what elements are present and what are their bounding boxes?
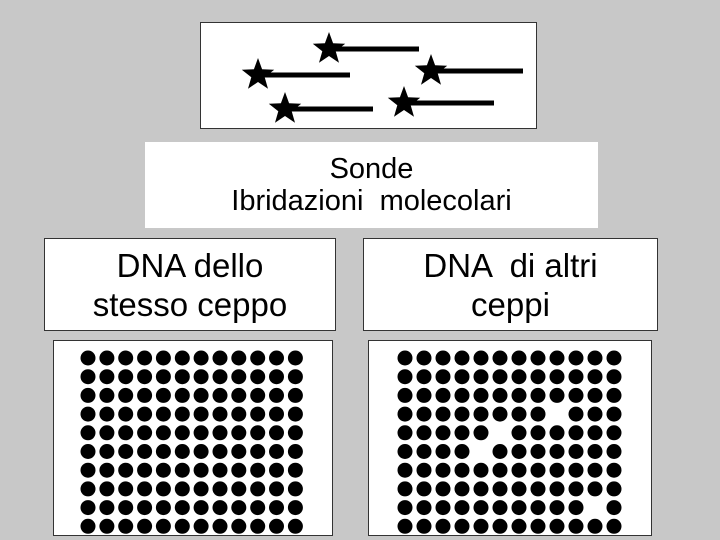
probe-star-icon — [388, 86, 420, 117]
label-other-strains-line-1: DNA di altri — [423, 246, 598, 284]
hybridization-dot — [81, 463, 96, 478]
hybridization-dot — [194, 519, 209, 534]
hybridization-dot — [588, 351, 603, 366]
hybridization-dot — [569, 351, 584, 366]
hybridization-dot — [231, 481, 246, 496]
hybridization-dot — [288, 519, 303, 534]
hybridization-dot — [588, 425, 603, 440]
hybridization-dot — [398, 481, 413, 496]
hybridization-dot — [175, 500, 190, 515]
hybridization-dot — [288, 481, 303, 496]
hybridization-dot — [99, 444, 114, 459]
hybridization-dot — [231, 425, 246, 440]
hybridization-dot — [156, 463, 171, 478]
hybridization-dot — [493, 500, 508, 515]
hybridization-dot — [99, 369, 114, 384]
hybridization-dot — [531, 369, 546, 384]
hybridization-dot — [417, 369, 432, 384]
hybridization-dot — [231, 369, 246, 384]
hybridization-dot — [398, 519, 413, 534]
hybridization-dot — [250, 351, 265, 366]
hybridization-dot — [417, 481, 432, 496]
hybridization-dot — [156, 388, 171, 403]
hybridization-dot — [588, 407, 603, 422]
hybridization-dot — [455, 388, 470, 403]
hybridization-dot — [436, 407, 451, 422]
hybridization-dot — [288, 463, 303, 478]
hybridization-dot — [398, 444, 413, 459]
hybridization-dot — [213, 519, 228, 534]
hybridization-dot — [175, 369, 190, 384]
hybridization-dot — [455, 407, 470, 422]
hybridization-dot — [398, 388, 413, 403]
hybridization-dot — [137, 500, 152, 515]
hybridization-dot — [137, 369, 152, 384]
hybridization-dot — [398, 407, 413, 422]
hybridization-dot — [474, 481, 489, 496]
hybridization-dot — [436, 351, 451, 366]
hybridization-dot — [512, 463, 527, 478]
hybridization-dot — [474, 519, 489, 534]
hybridization-dot — [231, 519, 246, 534]
hybridization-dot — [137, 388, 152, 403]
hybridization-dot — [493, 463, 508, 478]
hybridization-dot — [436, 481, 451, 496]
hybridization-dot — [550, 425, 565, 440]
hybridization-dot — [436, 425, 451, 440]
hybridization-dot — [550, 481, 565, 496]
hybridization-dot — [156, 444, 171, 459]
hybridization-dot — [269, 519, 284, 534]
hybridization-dot — [288, 500, 303, 515]
hybridization-dot — [156, 369, 171, 384]
dot-grid-same-strain — [53, 340, 333, 536]
hybridization-dot — [269, 463, 284, 478]
hybridization-dot — [493, 481, 508, 496]
hybridization-dot — [118, 463, 133, 478]
label-same-strain-line-1: DNA dello — [116, 246, 264, 284]
hybridization-dot — [417, 388, 432, 403]
hybridization-dot — [213, 388, 228, 403]
hybridization-dot — [436, 500, 451, 515]
hybridization-dot — [250, 444, 265, 459]
probe-star-icon — [269, 92, 301, 123]
hybridization-dot — [550, 388, 565, 403]
hybridization-dot — [213, 500, 228, 515]
hybridization-dot — [398, 351, 413, 366]
hybridization-dot — [81, 425, 96, 440]
hybridization-dot — [250, 519, 265, 534]
hybridization-dot — [550, 444, 565, 459]
hybridization-dot — [569, 519, 584, 534]
dot-grid-svg-right — [369, 341, 653, 537]
hybridization-dot — [175, 388, 190, 403]
hybridization-dot — [607, 481, 622, 496]
hybridization-dot — [81, 388, 96, 403]
hybridization-dot — [512, 519, 527, 534]
label-same-strain — [44, 238, 336, 331]
hybridization-dot — [588, 369, 603, 384]
hybridization-dot — [436, 388, 451, 403]
hybridization-dot — [474, 369, 489, 384]
hybridization-dot — [137, 407, 152, 422]
hybridization-dot — [607, 500, 622, 515]
hybridization-dot — [81, 407, 96, 422]
label-other-strains — [363, 238, 658, 331]
hybridization-dot — [531, 425, 546, 440]
hybridization-dot — [118, 369, 133, 384]
hybridization-dot — [569, 500, 584, 515]
hybridization-dot — [99, 500, 114, 515]
hybridization-dot — [550, 519, 565, 534]
hybridization-dot — [531, 388, 546, 403]
hybridization-dot — [417, 519, 432, 534]
hybridization-dot — [175, 519, 190, 534]
hybridization-dot — [474, 351, 489, 366]
hybridization-dot — [269, 444, 284, 459]
hybridization-dot — [81, 500, 96, 515]
hybridization-dot — [175, 463, 190, 478]
hybridization-dot — [81, 444, 96, 459]
hybridization-dot — [512, 388, 527, 403]
hybridization-dot — [474, 425, 489, 440]
hybridization-dot — [493, 388, 508, 403]
hybridization-dot — [231, 351, 246, 366]
hybridization-dot — [531, 407, 546, 422]
dot-grid-other-strains — [368, 340, 652, 536]
label-same-strain-line-2: stesso ceppo — [92, 285, 288, 323]
hybridization-dot — [607, 369, 622, 384]
hybridization-dot — [455, 500, 470, 515]
hybridization-dot — [493, 444, 508, 459]
hybridization-dot — [493, 407, 508, 422]
hybridization-dot — [550, 351, 565, 366]
title-line-1: Sonde — [329, 153, 414, 185]
probe-star-icon — [415, 54, 447, 85]
hybridization-dot — [99, 407, 114, 422]
hybridization-dot — [550, 369, 565, 384]
hybridization-dot — [118, 500, 133, 515]
hybridization-dot — [531, 351, 546, 366]
hybridization-dot — [250, 425, 265, 440]
hybridization-dot — [156, 519, 171, 534]
hybridization-dot — [288, 351, 303, 366]
hybridization-dot — [455, 369, 470, 384]
hybridization-dot — [194, 500, 209, 515]
hybridization-dot — [269, 425, 284, 440]
hybridization-dot — [118, 388, 133, 403]
probe-star-icon — [313, 32, 345, 63]
hybridization-dot — [81, 519, 96, 534]
hybridization-dot — [99, 481, 114, 496]
hybridization-dot — [269, 351, 284, 366]
hybridization-dot — [512, 351, 527, 366]
hybridization-dot — [512, 481, 527, 496]
hybridization-dot — [194, 351, 209, 366]
hybridization-dot — [213, 407, 228, 422]
hybridization-dot — [398, 463, 413, 478]
hybridization-dot — [474, 500, 489, 515]
hybridization-dot — [569, 444, 584, 459]
hybridization-dot — [493, 369, 508, 384]
hybridization-dot — [250, 388, 265, 403]
hybridization-dot — [455, 481, 470, 496]
hybridization-dot — [99, 425, 114, 440]
hybridization-dot — [531, 519, 546, 534]
hybridization-dot — [493, 351, 508, 366]
hybridization-dot — [455, 425, 470, 440]
hybridization-dot — [231, 407, 246, 422]
hybridization-dot — [213, 425, 228, 440]
hybridization-dot — [512, 444, 527, 459]
probe-star-icon — [242, 58, 274, 89]
hybridization-dot — [417, 407, 432, 422]
hybridization-dot — [569, 369, 584, 384]
hybridization-dot — [436, 519, 451, 534]
hybridization-dot — [455, 519, 470, 534]
hybridization-dot — [474, 463, 489, 478]
title-line-2: Ibridazioni molecolari — [231, 185, 512, 217]
hybridization-dot — [474, 388, 489, 403]
hybridization-dot — [531, 444, 546, 459]
hybridization-dot — [137, 444, 152, 459]
hybridization-dot — [137, 481, 152, 496]
hybridization-dot — [99, 463, 114, 478]
hybridization-dot — [588, 444, 603, 459]
hybridization-dot — [398, 369, 413, 384]
hybridization-dot — [569, 407, 584, 422]
hybridization-dot — [588, 388, 603, 403]
hybridization-dot — [436, 463, 451, 478]
hybridization-dot — [550, 463, 565, 478]
hybridization-dot — [156, 425, 171, 440]
hybridization-dot — [81, 369, 96, 384]
hybridization-dot — [493, 519, 508, 534]
hybridization-dot — [588, 481, 603, 496]
hybridization-dot — [194, 481, 209, 496]
hybridization-dot — [213, 463, 228, 478]
hybridization-dot — [288, 444, 303, 459]
hybridization-dot — [436, 444, 451, 459]
hybridization-dot — [194, 463, 209, 478]
hybridization-dot — [194, 369, 209, 384]
dot-grid-svg-left — [54, 341, 334, 537]
hybridization-dot — [118, 407, 133, 422]
hybridization-dot — [607, 519, 622, 534]
hybridization-dot — [194, 407, 209, 422]
hybridization-dot — [436, 369, 451, 384]
hybridization-dot — [398, 425, 413, 440]
hybridization-dot — [156, 481, 171, 496]
hybridization-dot — [81, 351, 96, 366]
hybridization-dot — [99, 519, 114, 534]
hybridization-dot — [81, 481, 96, 496]
title-panel — [145, 142, 598, 228]
hybridization-dot — [137, 351, 152, 366]
hybridization-dot — [250, 407, 265, 422]
hybridization-dot — [137, 519, 152, 534]
hybridization-dot — [99, 351, 114, 366]
hybridization-dot — [531, 463, 546, 478]
hybridization-dot — [137, 463, 152, 478]
hybridization-dot — [588, 519, 603, 534]
hybridization-dot — [231, 500, 246, 515]
probe-illustration — [200, 22, 537, 129]
hybridization-dot — [250, 369, 265, 384]
hybridization-dot — [156, 351, 171, 366]
hybridization-dot — [231, 463, 246, 478]
hybridization-dot — [269, 500, 284, 515]
hybridization-dot — [213, 369, 228, 384]
hybridization-dot — [118, 481, 133, 496]
hybridization-dot — [512, 407, 527, 422]
hybridization-dot — [250, 463, 265, 478]
hybridization-dot — [569, 463, 584, 478]
hybridization-dot — [288, 388, 303, 403]
hybridization-dot — [607, 407, 622, 422]
hybridization-dot — [288, 425, 303, 440]
hybridization-dot — [288, 407, 303, 422]
hybridization-dot — [194, 444, 209, 459]
hybridization-dot — [269, 388, 284, 403]
hybridization-dot — [213, 444, 228, 459]
hybridization-dot — [231, 388, 246, 403]
hybridization-dot — [569, 481, 584, 496]
hybridization-dot — [531, 481, 546, 496]
hybridization-dot — [194, 388, 209, 403]
hybridization-dot — [550, 500, 565, 515]
hybridization-dot — [269, 481, 284, 496]
hybridization-dot — [417, 351, 432, 366]
hybridization-dot — [455, 351, 470, 366]
hybridization-dot — [288, 369, 303, 384]
hybridization-dot — [250, 500, 265, 515]
hybridization-dot — [398, 500, 413, 515]
hybridization-dot — [569, 425, 584, 440]
hybridization-dot — [118, 351, 133, 366]
hybridization-dot — [175, 425, 190, 440]
hybridization-dot — [194, 425, 209, 440]
hybridization-dot — [607, 388, 622, 403]
hybridization-dot — [569, 388, 584, 403]
hybridization-dot — [531, 500, 546, 515]
hybridization-dot — [417, 444, 432, 459]
hybridization-dot — [417, 463, 432, 478]
hybridization-dot — [607, 351, 622, 366]
hybridization-dot — [118, 519, 133, 534]
hybridization-dot — [137, 425, 152, 440]
hybridization-dot — [455, 444, 470, 459]
hybridization-dot — [156, 407, 171, 422]
probe-svg — [201, 23, 538, 130]
hybridization-dot — [99, 388, 114, 403]
hybridization-dot — [512, 369, 527, 384]
hybridization-dot — [455, 463, 470, 478]
hybridization-dot — [213, 481, 228, 496]
hybridization-dot — [213, 351, 228, 366]
hybridization-dot — [512, 500, 527, 515]
hybridization-dot — [417, 425, 432, 440]
hybridization-dot — [607, 444, 622, 459]
hybridization-dot — [118, 425, 133, 440]
hybridization-dot — [231, 444, 246, 459]
hybridization-dot — [175, 481, 190, 496]
hybridization-dot — [269, 369, 284, 384]
hybridization-dot — [607, 463, 622, 478]
hybridization-dot — [474, 407, 489, 422]
label-other-strains-line-2: ceppi — [471, 285, 550, 323]
hybridization-dot — [250, 481, 265, 496]
hybridization-dot — [175, 444, 190, 459]
hybridization-dot — [269, 407, 284, 422]
hybridization-dot — [156, 500, 171, 515]
hybridization-dot — [175, 407, 190, 422]
hybridization-dot — [588, 463, 603, 478]
hybridization-dot — [118, 444, 133, 459]
hybridization-dot — [607, 425, 622, 440]
hybridization-dot — [175, 351, 190, 366]
hybridization-dot — [417, 500, 432, 515]
hybridization-dot — [512, 425, 527, 440]
